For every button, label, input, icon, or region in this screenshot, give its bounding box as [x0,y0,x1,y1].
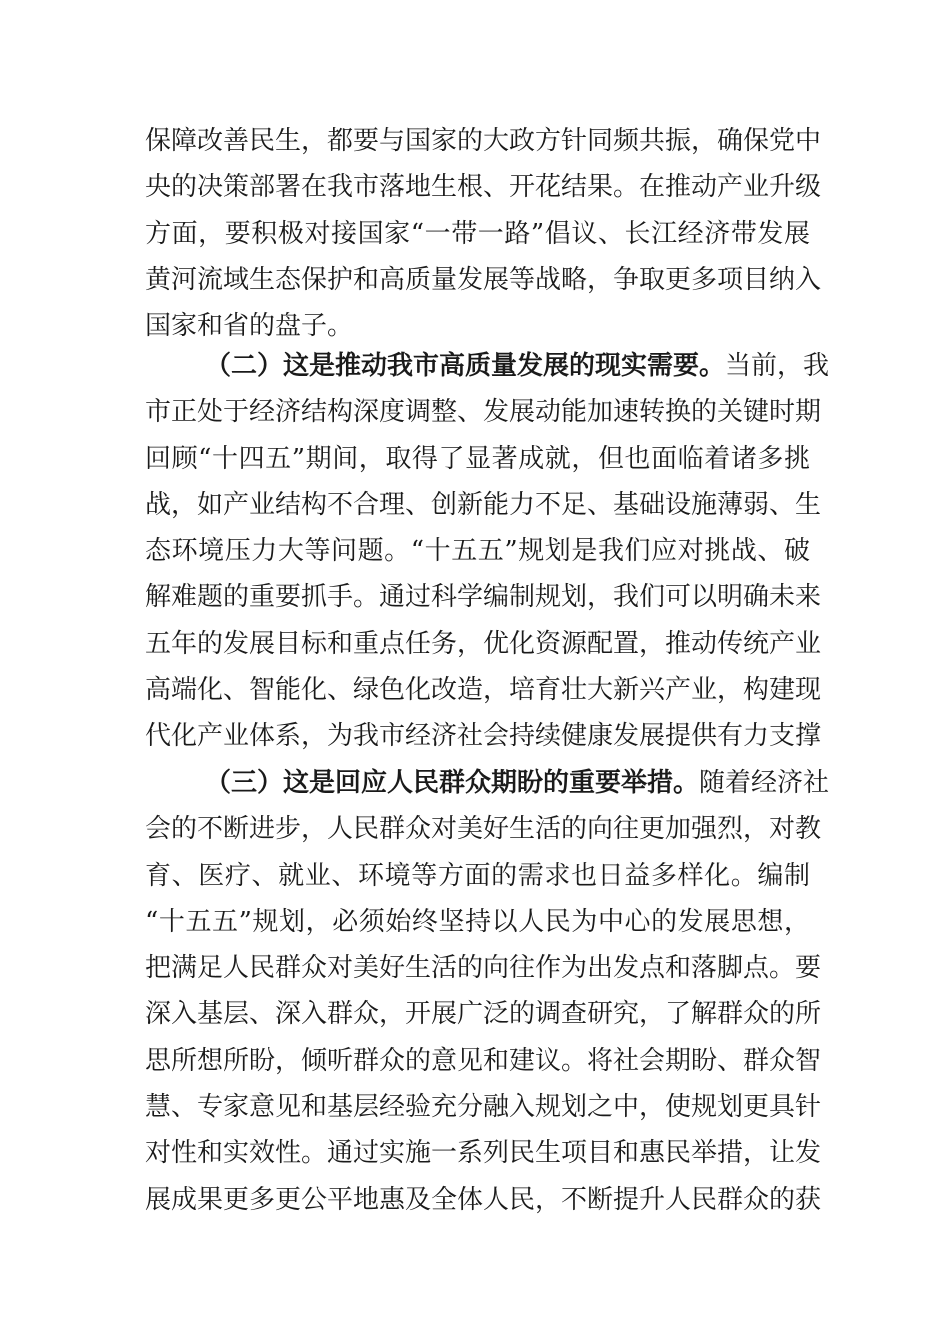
section-3-first-rest: 随着经济社 [699,768,830,798]
text-line: 把满足人民群众对美好生活的向往作为出发点和落脚点。要 [145,953,822,984]
text-line: 代化产业体系，为我市经济社会持续健康发展提供有力支撑 [145,721,822,752]
section-2-first-line [145,343,830,389]
text-line: 五年的发展目标和重点任务，优化资源配置，推动传统产业 [145,628,822,659]
text-line: 黄河流域生态保护和高质量发展等战略，争取更多项目纳入 [145,264,822,295]
text-line: 对性和实效性。通过实施一系列民生项目和惠民举措，让发 [145,1138,822,1169]
text-line: 回顾“十四五”期间，取得了显著成就，但也面临着诸多挑 [145,443,810,474]
text-line: 态环境压力大等问题。“十五五”规划是我们应对挑战、破 [145,536,810,567]
text-line: 解难题的重要抓手。通过科学编制规划，我们可以明确未来 [145,582,822,613]
text-line: 央的决策部署在我市落地生根、开花结果。在推动产业升级 [145,172,822,203]
text-line: 方面，要积极对接国家“一带一路”倡议、长江经济带发展 [145,218,810,249]
text-line: 深入基层、深入群众，开展广泛的调查研究，了解群众的所 [145,999,822,1030]
paragraph-section-2 [145,343,830,760]
text-line: 育、医疗、就业、环境等方面的需求也日益多样化。编制 [145,860,810,891]
section-2-heading: （二）这是推动我市高质量发展的现实需要。 [205,351,726,381]
text-line: 国家和省的盘子。 [145,311,354,342]
text-line: 思所想所盼，倾听群众的意见和建议。将社会期盼、群众智 [145,1045,822,1076]
paragraph-section-3 [145,760,830,1223]
text-line: 保障改善民生，都要与国家的大政方针同频共振，确保党中 [145,126,822,156]
text-line: 慧、专家意见和基层经验充分融入规划之中，使规划更具针 [145,1092,822,1123]
text-line: 会的不断进步，人民群众对美好生活的向往更加强烈，对教 [145,814,822,845]
section-2-first-rest: 当前，我 [725,351,830,381]
text-line: 战，如产业结构不合理、创新能力不足、基础设施薄弱、生 [145,489,822,520]
text-line: 市正处于经济结构深度调整、发展动能加速转换的关键时期 [145,397,822,428]
text-line: 高端化、智能化、绿色化改造，培育壮大新兴产业，构建现 [145,675,822,706]
section-3-heading: （三）这是回应人民群众期盼的重要举措。 [205,768,700,798]
text-line: 展成果更多更公平地惠及全体人民，不断提升人民群众的获 [145,1184,822,1215]
text-line: “十五五”规划，必须始终坚持以人民为中心的发展思想， [145,906,810,937]
paragraph-continuation [145,118,822,349]
section-3-first-line [145,760,830,806]
